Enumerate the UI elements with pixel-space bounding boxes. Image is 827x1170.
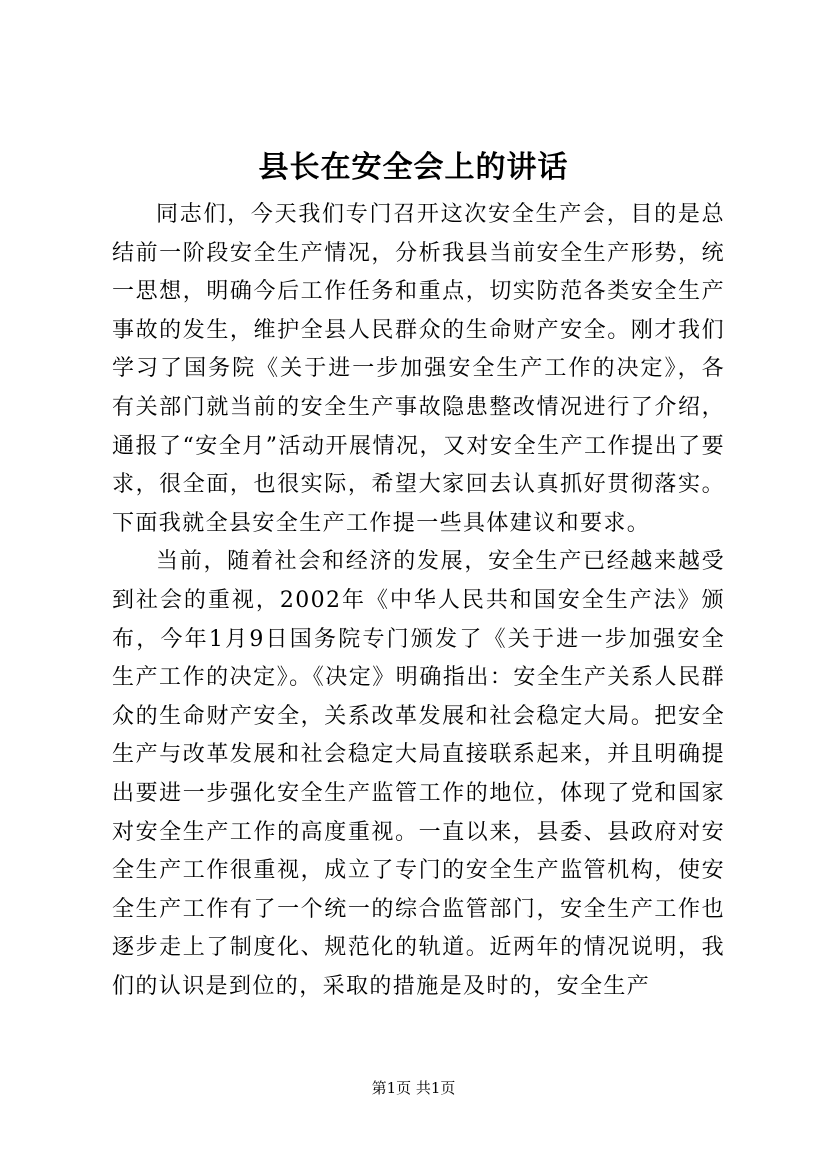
paragraph-1: 同志们，今天我们专门召开这次安全生产会，目的是总结前一阶段安全生产情况，分析我县当前安全生产形势，统一思想，明确今后工作任务和重点，切实防范各类安全生产事故的发生，维护全县人民群众的生命财产安全。刚才我们学习了国务院《关于进一步加强安全生产工作的决定》，各有关部门就当前的安全生产事故隐患整改情况进行了介绍，通报了“安全月”活动开展情况，又对安全生产工作提出了要求，很全面，也很实际，希望大家回去认真抓好贯彻落实。下面我就全县安全生产工作提一些具体建议和要求。 — [112, 202, 725, 536]
page-number-footer: 第1页 共1页 — [371, 1079, 456, 1097]
document-title: 县长在安全会上的讲话 — [258, 150, 569, 185]
document-body — [112, 196, 725, 1006]
paragraph-2: 当前，随着社会和经济的发展，安全生产已经越来越受到社会的重视，2002年《中华人民共和国安全生产法》颁布，今年1月9日国务院专门颁发了《关于进一步加强安全生产工作的决定》。《决定》明确指出：安全生产关系人民群众的生命财产安全，关系改革发展和社会稳定大局。把安全生产与改革发展和社会稳定大局直接联系起来，并且明确提出要进一步强化安全生产监管工作的地位，体现了党和国家对安全生产工作的高度重视。一直以来，县委、县政府对安全生产工作很重视，成立了专门的安全生产监管机构，使安全生产工作有了一个统一的综合监管部门，安全生产工作也逐步走上了制度化、规范化的轨道。近两年的情况说明，我们的认识是到位的，采取的措施是及时的，安全生产 — [112, 549, 725, 999]
